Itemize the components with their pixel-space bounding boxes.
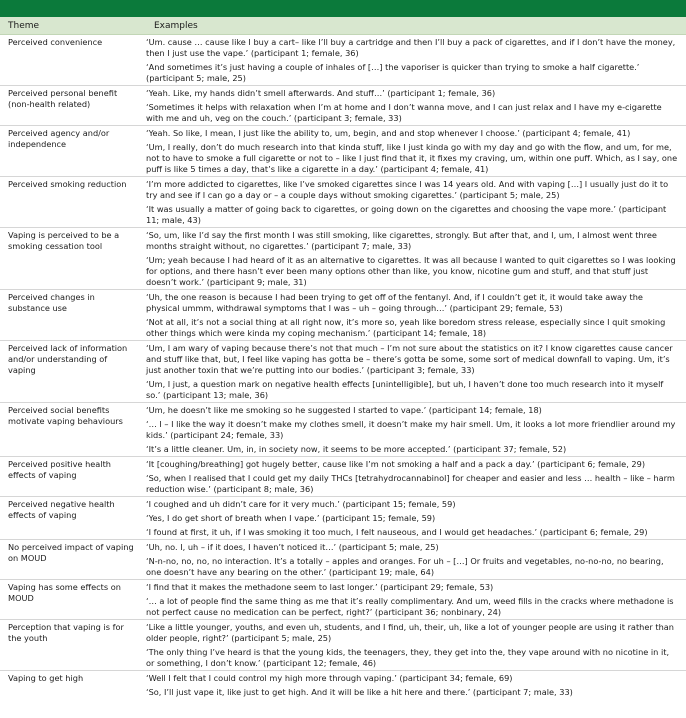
examples-cell: [141, 228, 686, 289]
examples-cell: [141, 671, 686, 699]
table-row: [0, 290, 686, 341]
table-row: [0, 341, 686, 403]
quote-text: ‘I found at first, it uh, if I was smoking it too much, I felt nauseous, and I would get headaches.’ (participant 6; female, 29): [146, 527, 648, 537]
theme-cell: Perception that vaping is for the youth: [8, 622, 124, 643]
quote-text: ‘… a lot of people find the same thing as me that it’s really complimentary. And um, weed fills in the cracks where methadone is not perfect cause no medication can be perfect, right?’ (participant 36; nonbinary, 24): [146, 596, 674, 617]
quote-text: ‘Um. cause … cause like I buy a cart– like I’ll buy a cartridge and then I’ll buy a pack of cigarettes, and if I don’t have the money, then I just use the vape.’ (participant 1; female, 36): [146, 37, 676, 58]
theme-cell: No perceived impact of vaping on MOUD: [8, 542, 134, 563]
table-row: [0, 86, 686, 126]
examples-cell: [141, 620, 686, 670]
table-row: [0, 35, 686, 86]
examples-cell: [141, 341, 686, 402]
quote-text: ‘Well I felt that I could control my high more through vaping.’ (participant 34; female, 69): [146, 673, 513, 683]
quote-text: ‘Um, he doesn’t like me smoking so he suggested I started to vape.’ (participant 14; female, 18): [146, 405, 542, 415]
quote-text: ‘Yeah. Like, my hands didn’t smell afterwards. And stuff…’ (participant 1; female, 36): [146, 88, 496, 98]
table-row: [0, 497, 686, 540]
table-body: [0, 35, 686, 699]
quote-text: ‘Not at all, it’s not a social thing at all right now, it’s more so, yeah like boredom stress release, especially since I quit smoking other things which were kinda my coping mechanism.’ (participant 14; female, 18): [146, 317, 666, 338]
quote-text: ‘Uh, the one reason is because I had been trying to get off of the fentanyl. And, if I couldn’t get it, it would take away the physical ummm, withdrawal symptoms that I was – uh – going through…’ (participant 29; female, 53): [146, 292, 643, 313]
examples-cell: [141, 290, 686, 340]
examples-cell: [141, 126, 686, 176]
quote-text: ‘It was usually a matter of going back to cigarettes, or going down on the cigarettes and choosing the vape more.’ (participant 11; male, 43): [146, 204, 667, 225]
examples-cell: [141, 540, 686, 579]
table-row: [0, 540, 686, 580]
quote-text: ‘It’s a little cleaner. Um, in, in society now, it seems to be more accepted.’ (participant 37; female, 52): [146, 444, 567, 454]
table-row: [0, 580, 686, 620]
table-row: [0, 177, 686, 228]
theme-cell: Perceived lack of information and/or understanding of vaping: [8, 343, 128, 375]
quote-text: ‘N-n-no, no, no, no interaction. It’s a totally – apples and oranges. For uh – […] Or fruits and vegetables, no-no-no, no bearing, one doesn’t have any bearing on the other.’ (participant 19; male, 64): [146, 556, 664, 577]
theme-cell: Perceived agency and/or independence: [8, 128, 110, 149]
examples-cell: [141, 580, 686, 619]
header-theme: Theme: [8, 20, 40, 31]
examples-cell: [141, 35, 686, 85]
quote-text: ‘Yes, I do get short of breath when I vape.’ (participant 15; female, 59): [146, 513, 436, 523]
quote-text: ‘It [coughing/breathing] got hugely better, cause like I’m not smoking a half and a pack a day.’ (participant 6; female, 29): [146, 459, 646, 469]
table-top-bar: [0, 0, 686, 17]
quote-text: ‘Um, I am wary of vaping because there’s not that much – I’m not sure about the statistics on it? I know cigarettes cause cancer and stuff like that, but, I feel like vaping has gotta be – there’s gotta be some, some sort of medical downfall to vaping. Um, it’s just another toxin that we’re putting into our bodies.’ (participant 3; female, 33): [146, 343, 673, 375]
theme-cell: Perceived convenience: [8, 37, 103, 47]
quote-text: ‘… I – I like the way it doesn’t make my clothes smell, it doesn’t make my hair smell. Um, it looks a lot more friendlier around my kids.’ (participant 24; female, 33): [146, 419, 676, 440]
quote-text: ‘So, I’ll just vape it, like just to get high. And it will be like a hit here and there.’ (participant 7; male, 33): [146, 687, 573, 697]
examples-cell: [141, 403, 686, 456]
theme-cell: Vaping is perceived to be a smoking cessation tool: [8, 230, 120, 251]
theme-cell: Vaping has some effects on MOUD: [8, 582, 121, 603]
table-header: [0, 17, 686, 35]
quote-text: ‘Um; yeah because I had heard of it as an alternative to cigarettes. It was all because I wanted to quit cigarettes so I was looking for options, and there hasn’t ever been many options other than like, you know, nicotine gum and stuff, and that stuff just doesn’t work.’ (participant 9; male, 31): [146, 255, 676, 287]
table-row: [0, 671, 686, 699]
theme-cell: Perceived negative health effects of vaping: [8, 499, 115, 520]
theme-cell: Perceived social benefits motivate vaping behaviours: [8, 405, 123, 426]
quote-text: ‘And sometimes it’s just having a couple of inhales of […] the vaporiser is quicker than trying to smoke a half cigarette.’ (participant 5; male, 25): [146, 62, 640, 83]
examples-cell: [141, 497, 686, 539]
examples-cell: [141, 177, 686, 227]
theme-cell: Perceived smoking reduction: [8, 179, 127, 189]
quote-text: ‘So, when I realised that I could get my daily THCs [tetrahydrocannabinol] for cheaper and easier and less … health – like – harm reduction wise.’ (participant 8; male, 36): [146, 473, 675, 494]
quote-text: ‘Uh, no. I, uh – if it does, I haven’t noticed it…’ (participant 5; male, 25): [146, 542, 439, 552]
header-examples: Examples: [154, 20, 198, 31]
quote-text: ‘Um, I really, don’t do much research into that kinda stuff, like I just kinda go with my day and go with the flow, and um, for me, not to have to smoke a full cigarette or not to – like I just find that it, it fixes my craving, um, within one puff. Which, as I say, one puff is like 5 times a day, that’s like a cigarette in a day.’ (participant 4; female, 41): [146, 142, 678, 174]
table-row: [0, 126, 686, 177]
quote-text: ‘The only thing I’ve heard is that the young kids, the teenagers, they, they get into the, they vape around with no nicotine in it, or something, I don’t know.’ (participant 12; female, 46): [146, 647, 670, 668]
quote-text: ‘I find that it makes the methadone seem to last longer.’ (participant 29; female, 53): [146, 582, 494, 592]
theme-cell: Perceived changes in substance use: [8, 292, 95, 313]
quote-text: ‘I coughed and uh didn’t care for it very much.’ (participant 15; female, 59): [146, 499, 456, 509]
table-row: [0, 620, 686, 671]
quote-text: ‘So, um, like I’d say the first month I was still smoking, like cigarettes, strongly. But after that, and I, um, I almost went three months straight without, no cigarettes.’ (participant 7; male, 33): [146, 230, 657, 251]
table-row: [0, 403, 686, 457]
quote-text: ‘Sometimes it helps with relaxation when I’m at home and I don’t wanna move, and I can just relax and I have my e-cigarette with me and uh, veg on the couch.’ (participant 3; female, 33): [146, 102, 662, 123]
examples-cell: [141, 86, 686, 125]
theme-cell: Vaping to get high: [8, 673, 84, 683]
table-row: [0, 457, 686, 497]
quote-text: ‘Like a little younger, youths, and even uh, students, and I find, uh, their, uh, like a lot of younger people are using it rather than older people, right?’ (participant 5; male, 25): [146, 622, 674, 643]
theme-cell: Perceived positive health effects of vaping: [8, 459, 111, 480]
examples-cell: [141, 457, 686, 496]
quote-text: ‘Um, I just, a question mark on negative health effects [unintelligible], but uh, I haven’t done too much research into it myself so.’ (participant 13; male, 36): [146, 379, 664, 400]
table-row: [0, 228, 686, 290]
quote-text: ‘I’m more addicted to cigarettes, like I’ve smoked cigarettes since I was 14 years old. And with vaping […] I usually just do it to try and see if I can go a day or – a couple days without smoking cigarettes.’ (participant 5; male, 25): [146, 179, 669, 200]
quote-text: ‘Yeah. So like, I mean, I just like the ability to, um, begin, and and stop whenever I choose.’ (participant 4; female, 41): [146, 128, 631, 138]
theme-cell: Perceived personal benefit (non-health related): [8, 88, 118, 109]
